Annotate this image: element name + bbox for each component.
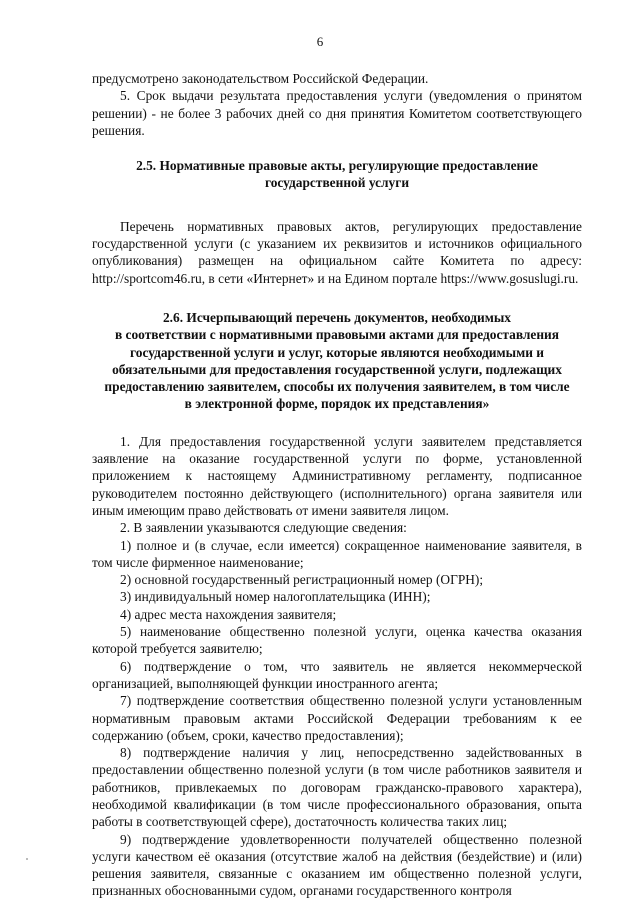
section-2-6-paragraph: 2. В заявлении указываются следующие сведения: [120, 520, 407, 536]
heading-line: государственной услуги и услуг, которые являются необходимыми и [130, 344, 544, 360]
section-2-6-list-item: 6) подтверждение о том, что заявитель не является некоммерческой организацией, выполняющей функции иностранного агента; [92, 658, 582, 691]
section-2-6-list-item: 7) подтверждение соответствия общественно полезной услуги установленным нормативным правовым актами Российской Федерации требованиям к ее содержанию (объем, сроки, качество предоставления); [92, 693, 582, 743]
section-2-6-list-item: 8) подтверждение наличия у лиц, непосредственно задействованных в предоставлении общественно полезной услуги (в том числе работников заявителя и работников, привлекаемых по договорам гражданско-правового характера), необходимой квалификации (в том числе профессионального образования, опыта работы в соответствующей сфере), достаточность количества таких лиц; [92, 745, 582, 830]
section-2-6-list-item: 5) наименование общественно полезной услуги, оценка качества оказания которой требуется заявителю; [92, 624, 582, 657]
section-2-6-list-item: 3) индивидуальный номер налогоплательщика (ИНН); [120, 589, 431, 605]
section-2-6-list-item: 2) основной государственный регистрационный номер (ОГРН); [120, 572, 484, 588]
page-number: 6 [316, 34, 324, 49]
section-2-5-heading [92, 157, 582, 192]
section-2-6-list-item: 9) подтверждение удовлетворенности получателей общественно полезной услуги качеством её оказания (отсутствие жалоб на действия (бездействие) и (или) решения заявителя, связанные с оказанием им общественно полезной услуги, признанных обоснованными судом, органами государственного контроля [92, 831, 582, 899]
heading-line: 2.5. Нормативные правовые акты, регулирующие предоставление [136, 158, 538, 174]
heading-line: государственной услуги [264, 175, 410, 191]
scan-speck [26, 858, 28, 860]
section-2-6-heading [92, 309, 582, 413]
section-2-6-list-item: 4) адрес места нахождения заявителя; [120, 606, 337, 622]
heading-line: предоставлению заявителем, способы их получения заявителем, в том числе [104, 379, 570, 395]
intro-paragraph-1: предусмотрено законодательством Российской Федерации. [92, 71, 429, 86]
document-body [92, 70, 582, 900]
heading-line: обязательными для предоставления государственной услуги, подлежащих [112, 361, 562, 377]
section-2-6-list-item: 1) полное и (в случае, если имеется) сокращенное наименование заявителя, в том числе фирменное наименование; [92, 537, 582, 570]
section-2-5-body: Перечень нормативных правовых актов, регулирующих предоставление государственной услуги (с указанием их реквизитов и источников официального опубликования) размещен на официальном сайте Комитета по адресу: http://sportcom46.ru, в сети «Интернет» и на Едином портале https://www.gosuslugi.ru. [92, 218, 582, 286]
intro-paragraph-2: 5. Срок выдачи результата предоставления услуги (уведомления о принятом решении) - не более 3 рабочих дней со дня принятия Комитетом соответствующего решения. [92, 88, 582, 138]
heading-line: в электронной форме, порядок их представления» [184, 396, 490, 412]
heading-line: 2.6. Исчерпывающий перечень документов, необходимых [162, 309, 511, 325]
heading-line: в соответствии с нормативными правовыми актами для предоставления [114, 327, 560, 343]
section-2-6-paragraph: 1. Для предоставления государственной услуги заявителем представляется заявление на оказание государственной услуги по форме, установленной приложением к настоящему Административному регламенту, подписанное руководителем постоянно действующего (исполнительного) органа заявителя или иным имеющим право действовать от имени заявителя лицом. [92, 433, 582, 518]
